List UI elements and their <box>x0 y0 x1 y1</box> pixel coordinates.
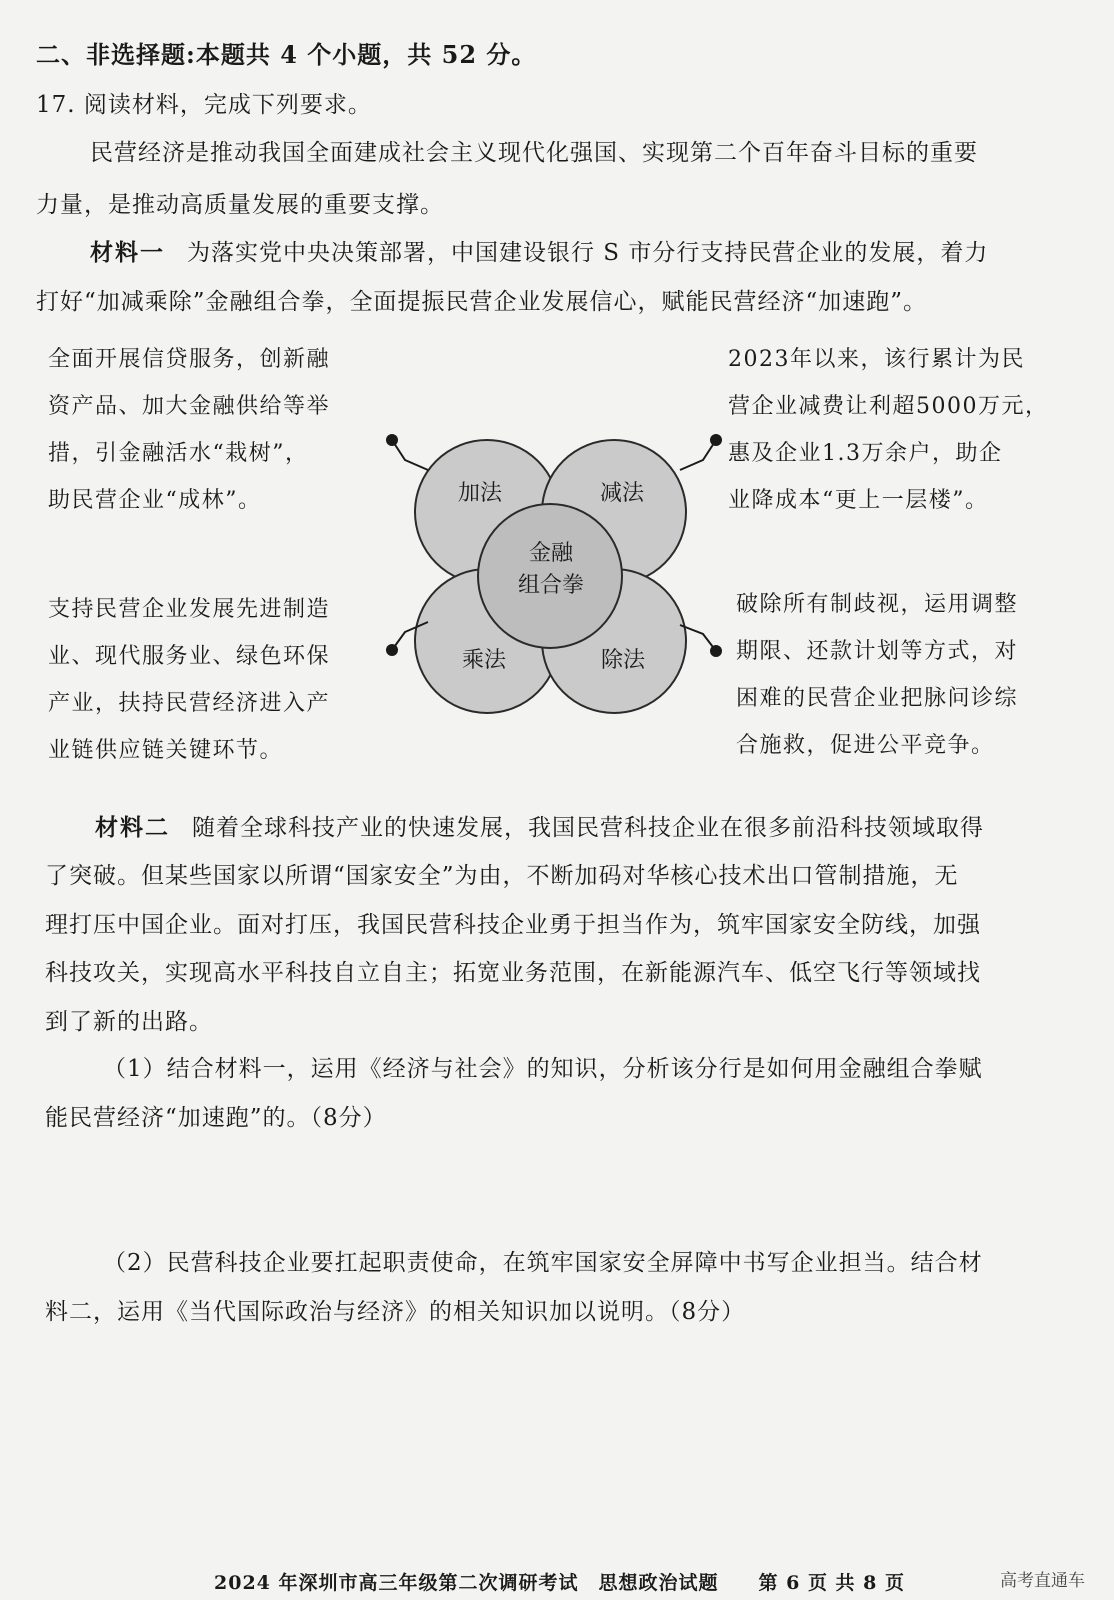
subtract-label: 减法 <box>599 481 645 506</box>
diagram-text-bottom-left <box>48 586 330 774</box>
diagram-text-top-left <box>48 336 330 524</box>
material1-label: 材料一 <box>90 239 165 266</box>
sub-question-2-line-1: （2）民营科技企业要扛起职责使命，在筑牢国家安全屏障中书写企业担当。结合材 <box>103 1250 983 1276</box>
page-footer: 2024 年深圳市高三年级第二次调研考试 思想政治试题 第 6 页 共 8 页 <box>214 1572 906 1594</box>
top-left-line: 助民营企业“成林”。 <box>48 488 262 513</box>
top-left-line: 全面开展信贷服务，创新融 <box>48 347 331 372</box>
material1-line-2: 打好“加减乘除”金融组合拳，全面提振民营企业发展信心，赋能民营经济“加速跑”。 <box>36 289 928 315</box>
bottom-left-line: 业链供应链关键环节。 <box>48 738 284 763</box>
intro-line-1: 民营经济是推动我国全面建成社会主义现代化强国、实现第二个百年奋斗目标的重要 <box>90 140 978 166</box>
bullet-bottom-left <box>386 644 398 656</box>
corner-watermark: 高考直通车 <box>1000 1571 1085 1591</box>
top-right-line: 业降成本“更上一层楼”。 <box>728 488 989 513</box>
sub-question-2-line-2: 料二，运用《当代国际政治与经济》的相关知识加以说明。（8分） <box>45 1299 746 1325</box>
top-right-line: 营企业减费让利超5000万元， <box>728 394 1049 419</box>
material1-text-1: 为落实党中央决策部署，中国建设银行 S 市分行支持民营企业的发展，着力 <box>187 240 989 266</box>
top-left-line: 资产品、加大金融供给等举 <box>48 394 331 419</box>
intro-line-2: 力量，是推动高质量发展的重要支撑。 <box>36 192 444 218</box>
bottom-left-line: 业、现代服务业、绿色环保 <box>48 644 331 669</box>
sub-question-1-line-2: 能民营经济“加速跑”的。（8分） <box>45 1105 387 1131</box>
section-header: 二、非选择题:本题共 4 个小题，共 52 分。 <box>36 40 537 69</box>
material2-text-1: 随着全球科技产业的快速发展，我国民营科技企业在很多前沿科技领域取得 <box>192 815 984 841</box>
bullet-top-left <box>386 434 398 446</box>
bullet-bottom-right <box>710 645 722 657</box>
material2-label: 材料二 <box>95 814 170 841</box>
question-number-line: 17. 阅读材料，完成下列要求。 <box>36 92 372 118</box>
connector-top-left <box>392 440 428 470</box>
bullet-top-right <box>710 434 722 446</box>
material2-line-5: 到了新的出路。 <box>45 1009 213 1035</box>
bottom-left-line: 支持民营企业发展先进制造 <box>48 597 331 622</box>
bottom-right-line: 困难的民营企业把脉问诊综 <box>736 686 1019 711</box>
center-label-line-1: 金融 <box>528 541 574 566</box>
connector-top-right <box>680 440 716 470</box>
divide-label: 除法 <box>600 648 646 673</box>
center-label-line-2: 组合拳 <box>517 573 585 598</box>
bottom-left-line: 产业，扶持民营经济进入产 <box>48 691 331 716</box>
top-right-line: 惠及企业1.3万余户，助企 <box>728 441 1003 466</box>
diagram-text-bottom-right <box>736 581 1018 769</box>
bottom-right-line: 期限、还款计划等方式，对 <box>736 639 1019 664</box>
material2-line-4: 科技攻关，实现高水平科技自立自主；拓宽业务范围，在新能源汽车、低空飞行等领域找 <box>45 960 981 986</box>
bottom-right-line: 破除所有制歧视，运用调整 <box>736 592 1019 617</box>
diagram-text-top-right <box>728 336 1049 524</box>
material2-line-3: 理打压中国企业。面对打压，我国民营科技企业勇于担当作为，筑牢国家安全防线，加强 <box>45 912 981 938</box>
multiply-label: 乘法 <box>461 648 507 673</box>
top-right-line: 2023年以来，该行累计为民 <box>728 347 1025 372</box>
bottom-right-line: 合施救，促进公平竞争。 <box>736 733 995 758</box>
material2-line-2: 了突破。但某些国家以所谓“国家安全”为由，不断加码对华核心技术出口管制措施，无 <box>45 863 959 889</box>
top-left-line: 措，引金融活水“栽树”， <box>48 441 309 466</box>
add-label: 加法 <box>457 481 503 506</box>
sub-question-1-line-1: （1）结合材料一，运用《经济与社会》的知识，分析该分行是如何用金融组合拳赋 <box>103 1056 983 1082</box>
material2-line-1 <box>95 813 984 843</box>
